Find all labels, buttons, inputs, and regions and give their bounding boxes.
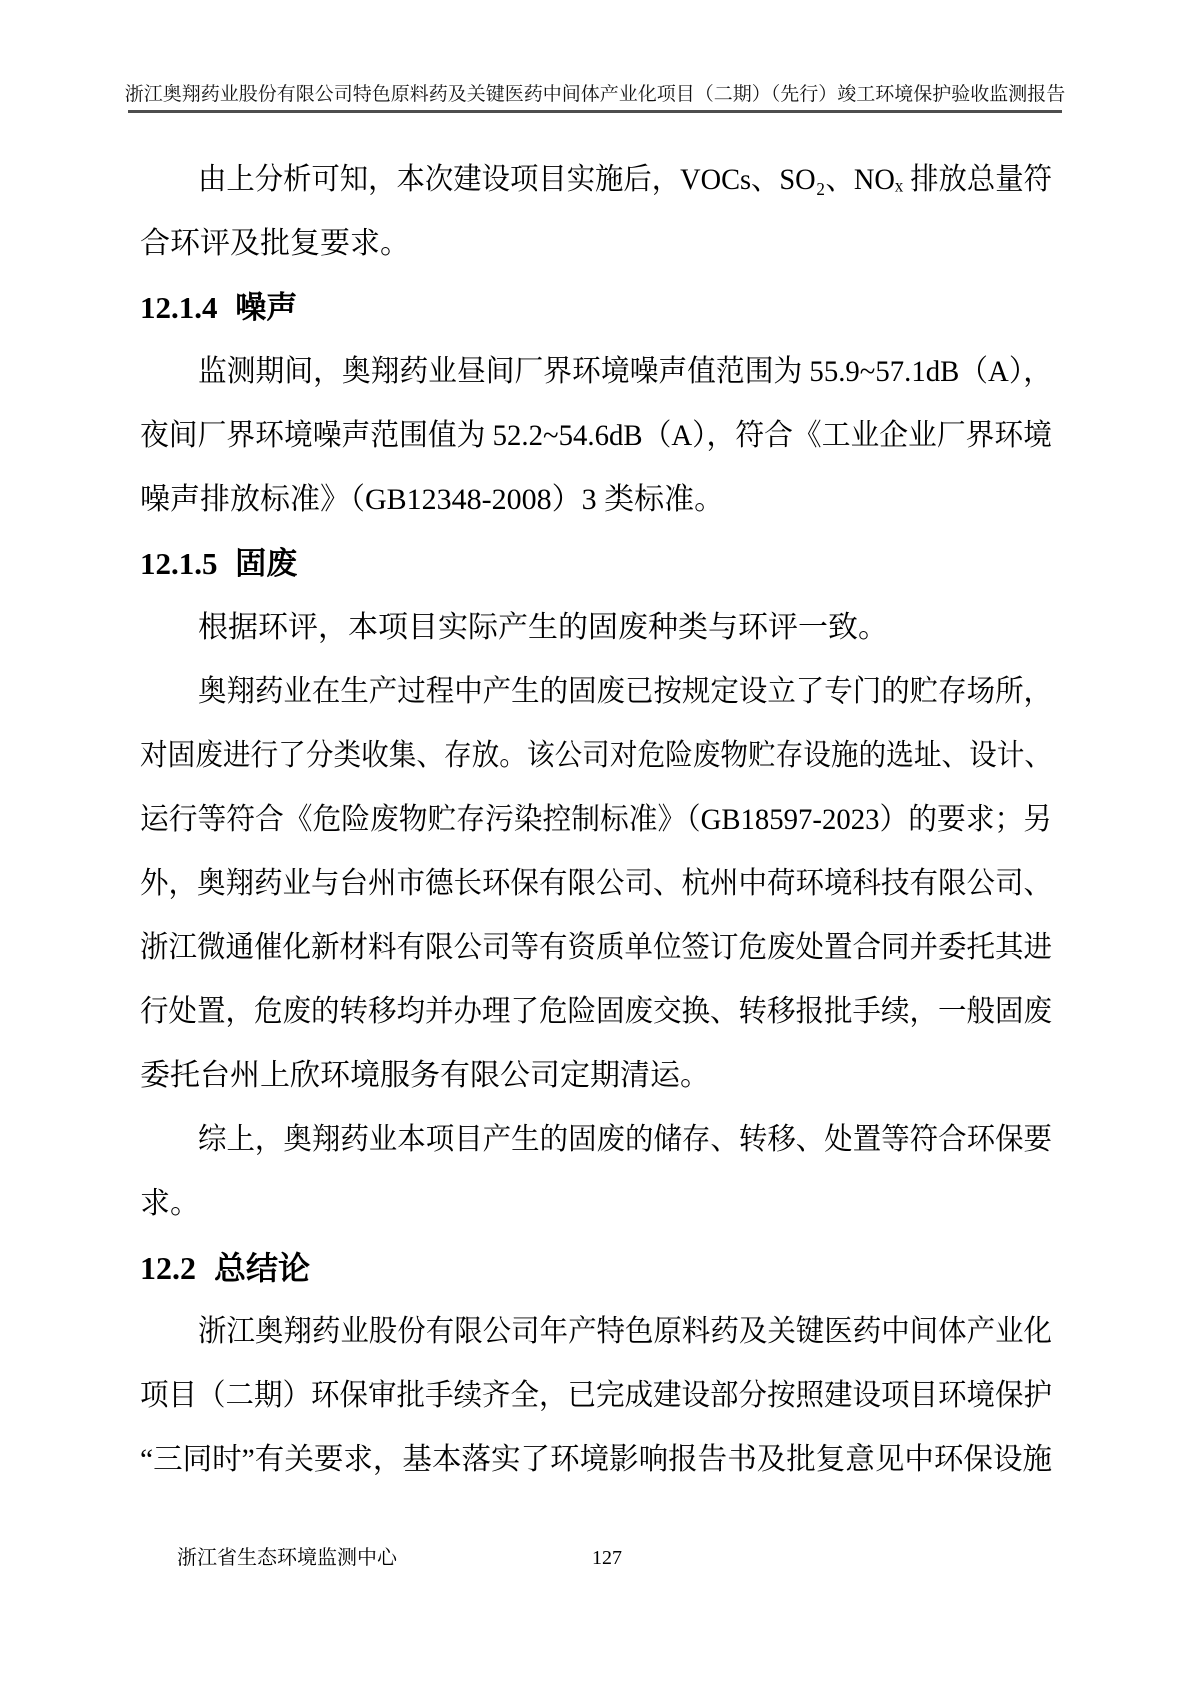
paragraph-line: [140, 916, 1052, 980]
paragraph-line-text: 求。: [140, 1187, 200, 1220]
paragraph-line-text: 综上，奥翔药业本项目产生的固废的储存、转移、处置等符合环保要: [198, 1123, 1052, 1156]
paragraph-line: [140, 404, 1052, 468]
paragraph-line: [140, 660, 1052, 724]
paragraph-line-text: 合环评及批复要求。: [140, 227, 410, 260]
paragraph-line-text: 委托台州上欣环境服务有限公司定期清运。: [140, 1059, 710, 1092]
paragraph-line-text: 运行等符合《危险废物贮存污染控制标准》（GB18597-2023）的要求；另: [140, 803, 1052, 836]
section-heading-12-1-4-noise: 12.1.4 噪声: [140, 290, 298, 325]
paragraph-line: [140, 1300, 1052, 1364]
header-divider-rule: [128, 110, 1062, 113]
paragraph-line-text: “三同时”有关要求，基本落实了环境影响报告书及批复意见中环保设施: [140, 1443, 1052, 1476]
paragraph-line-text: 对固废进行了分类收集、存放。该公司对危险废物贮存设施的选址、设计、: [140, 739, 1052, 772]
footer-organization: 浙江省生态环境监测中心: [177, 1547, 397, 1569]
paragraph-line: [140, 1364, 1052, 1428]
paragraph-line-text: 噪声排放标准》（GB12348-2008）3 类标准。: [140, 483, 725, 516]
section-heading-12-2-conclusion: 12.2 总结论: [140, 1250, 311, 1286]
paragraph-line-text: 浙江奥翔药业股份有限公司年产特色原料药及关键医药中间体产业化: [198, 1315, 1052, 1348]
document-body: [140, 148, 1052, 1492]
paragraph-line: [140, 1172, 1052, 1236]
paragraph-line: [140, 980, 1052, 1044]
paragraph-line: [140, 852, 1052, 916]
paragraph-line-text: 行处置，危废的转移均并办理了危险固废交换、转移报批手续，一般固废: [140, 995, 1052, 1028]
paragraph-line: [140, 596, 1052, 660]
paragraph-line-text: 夜间厂界环境噪声范围值为 52.2~54.6dB（A），符合《工业企业厂界环境: [140, 419, 1052, 452]
section-heading-12-1-5-solid-waste: 12.1.5 固废: [140, 546, 298, 581]
paragraph-line-text: 浙江微通催化新材料有限公司等有资质单位签订危废处置合同并委托其进: [140, 931, 1052, 964]
paragraph-line-text: 外，奥翔药业与台州市德长环保有限公司、杭州中荷环境科技有限公司、: [140, 867, 1052, 900]
paragraph-line-text: 监测期间，奥翔药业昼间厂界环境噪声值范围为 55.9~57.1dB（A），: [198, 355, 1052, 388]
paragraph-line-text: 奥翔药业在生产过程中产生的固废已按规定设立了专门的贮存场所，: [198, 675, 1052, 708]
paragraph-line: [140, 1108, 1052, 1172]
paragraph-line: [140, 148, 1052, 212]
paragraph-line: [140, 468, 1052, 532]
paragraph-line-text: 根据环评，本项目实际产生的固废种类与环评一致。: [198, 611, 888, 644]
paragraph-line: [140, 212, 1052, 276]
paragraph-line: [140, 1044, 1052, 1108]
paragraph-line: [140, 724, 1052, 788]
running-header-title: 浙江奥翔药业股份有限公司特色原料药及关键医药中间体产业化项目（二期）（先行）竣工环境保护验收监测报告: [124, 84, 1066, 105]
paragraph-line-text: 项目（二期）环保审批手续齐全，已完成建设部分按照建设项目环境保护: [140, 1379, 1052, 1412]
paragraph-line: [140, 340, 1052, 404]
paragraph-line-text: 由上分析可知，本次建设项目实施后，VOCs、SO₂、NOₓ 排放总量符: [198, 163, 1052, 196]
paragraph-line: [140, 788, 1052, 852]
paragraph-line: [140, 1428, 1052, 1492]
footer-page-number: 127: [592, 1547, 622, 1569]
